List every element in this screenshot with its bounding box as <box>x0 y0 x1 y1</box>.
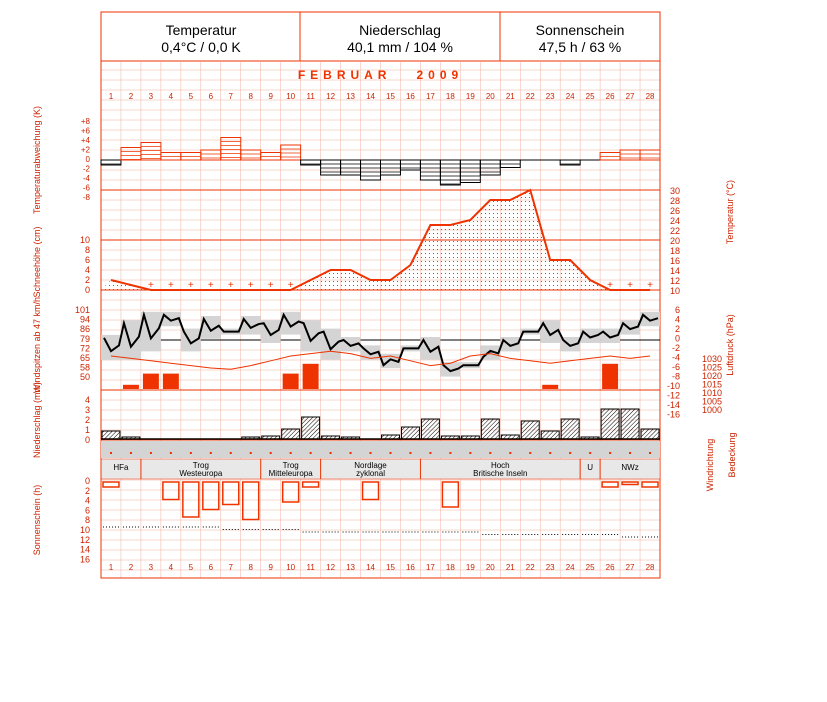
temp-deviation-bar <box>480 160 500 175</box>
header-sunshine-title: Sonnenschein <box>535 22 625 38</box>
snow-zero-marker: + <box>187 280 194 291</box>
temp-deviation-bar <box>460 160 480 183</box>
snow-zero-marker: + <box>227 280 234 291</box>
day-label-bottom: 14 <box>366 563 375 572</box>
temp-deviation-tick: +4 <box>80 136 90 145</box>
temp-deviation-tick: +8 <box>80 117 90 126</box>
day-label-bottom: 15 <box>386 563 395 572</box>
air-temp-tick: 22 <box>669 226 680 236</box>
temp-deviation-bar <box>121 148 141 161</box>
day-label-bottom: 13 <box>346 563 356 572</box>
snow-zero-marker: + <box>607 280 614 291</box>
sunshine-bar <box>442 482 458 507</box>
weather-type-label: Nordlage <box>354 461 387 470</box>
day-label-top: 1 <box>108 92 114 101</box>
day-label-top: 25 <box>585 92 595 101</box>
day-label-bottom: 1 <box>108 563 114 572</box>
snow-zero-marker: + <box>267 280 274 291</box>
sunshine-tick: 4 <box>84 495 90 506</box>
weather-type-label: Mitteleuropa <box>268 469 313 478</box>
day-label-top: 3 <box>148 92 154 101</box>
weather-type-label: Trog <box>192 461 209 470</box>
temp-deviation-tick: -2 <box>82 164 90 174</box>
day-label-top: 4 <box>168 92 174 101</box>
day-label-bottom: 11 <box>306 563 315 572</box>
weather-type-label: U <box>587 463 594 472</box>
day-label-bottom: 20 <box>485 563 495 572</box>
precip-axis-label: Niederschlag (mm) <box>32 381 42 459</box>
temp-deviation-bar <box>341 160 361 175</box>
precip-tick: 4 <box>84 395 90 405</box>
wind-marker <box>569 452 571 454</box>
sunshine-bar <box>183 482 199 517</box>
precip-tick: 3 <box>84 405 90 415</box>
sunshine-tick: 0 <box>84 476 90 486</box>
sunshine-bar <box>283 482 299 502</box>
day-label-bottom: 17 <box>425 563 435 572</box>
day-label-top: 13 <box>346 92 356 101</box>
weather-type-label: HFa <box>113 463 129 472</box>
header-precipitation-value: 40,1 mm / 104 % <box>347 39 453 55</box>
weather-type-label: Westeuropa <box>179 469 223 478</box>
sunshine-tick: 14 <box>79 544 90 555</box>
sunshine-tick: 8 <box>84 515 90 526</box>
temp-deviation-tick: +2 <box>80 145 90 155</box>
wind-marker <box>370 452 372 454</box>
day-label-bottom: 4 <box>168 563 174 572</box>
temp-extreme-tick: 2 <box>674 324 680 334</box>
sunshine-tick: 6 <box>84 505 90 516</box>
temp-deviation-bar <box>201 150 221 160</box>
air-temp-tick: 24 <box>669 216 680 226</box>
precip-bar <box>561 419 579 439</box>
wind-marker <box>170 452 172 454</box>
pressure-axis-label: Luftdruck (hPa) <box>725 314 735 376</box>
temp-deviation-axis-label: Temperaturabweichung (K) <box>32 105 42 215</box>
snow-zero-marker: + <box>167 280 174 291</box>
day-label-bottom: 2 <box>128 563 134 572</box>
sunshine-bar <box>223 482 239 505</box>
snow-zero-marker: + <box>147 280 154 291</box>
header-sunshine-value: 47,5 h / 63 % <box>538 39 622 55</box>
gust-bar <box>163 374 179 389</box>
precip-tick: 1 <box>84 425 90 435</box>
day-label-bottom: 3 <box>148 563 154 572</box>
day-label-bottom: 16 <box>405 563 415 572</box>
wind-marker <box>330 452 332 454</box>
header-temperature-title: Temperatur <box>165 22 237 38</box>
temp-deviation-tick: +6 <box>80 126 90 136</box>
snow-zero-marker: + <box>207 280 214 291</box>
sunshine-tick: 16 <box>79 554 90 565</box>
precip-bar <box>641 429 659 439</box>
day-label-top: 19 <box>465 92 475 101</box>
wind-marker <box>270 452 272 454</box>
air-temp-tick: 12 <box>669 276 680 286</box>
temp-extreme-tick: -16 <box>666 409 680 420</box>
wind-marker <box>389 452 391 454</box>
temp-extreme-tick: -2 <box>671 343 680 353</box>
sunshine-bar <box>602 482 618 487</box>
day-label-bottom: 5 <box>188 563 194 572</box>
wind-marker <box>629 452 631 454</box>
air-temp-tick: 14 <box>669 266 680 276</box>
temp-extreme-tick: -6 <box>671 362 680 372</box>
sunshine-bar <box>642 482 658 487</box>
sunshine-tick: 12 <box>79 534 90 545</box>
month-title: FEBRUAR 2009 <box>297 68 464 82</box>
cloud-strip <box>101 441 660 458</box>
air-temp-tick: 26 <box>669 206 680 216</box>
precip-bar <box>421 419 439 439</box>
day-label-top: 12 <box>326 92 336 101</box>
header-temperature-value: 0,4°C / 0,0 K <box>161 39 241 55</box>
day-label-bottom: 9 <box>268 563 273 572</box>
weather-type-label: Trog <box>282 461 299 470</box>
wind-marker <box>110 452 112 454</box>
sunshine-axis-label: Sonnenschein (h) <box>32 484 42 556</box>
precip-bar <box>621 409 639 439</box>
day-label-bottom: 7 <box>228 563 233 572</box>
temp-extreme-tick: 6 <box>674 305 680 315</box>
temp-deviation-bar <box>620 150 640 160</box>
wind-marker <box>310 452 312 454</box>
wind-marker <box>649 452 651 454</box>
temp-extreme-tick: -4 <box>671 352 680 363</box>
day-label-top: 18 <box>445 92 455 101</box>
snow-zero-marker: + <box>287 280 294 291</box>
wind-tick: 58 <box>79 362 90 373</box>
wind-marker <box>190 452 192 454</box>
precip-bar <box>282 429 300 439</box>
day-label-top: 15 <box>386 92 395 101</box>
temp-deviation-bar <box>221 138 241 161</box>
pressure-tick: 1015 <box>701 379 722 390</box>
snow-axis-label: Schneehöhe (cm) <box>32 226 42 298</box>
air-temp-tick: 30 <box>669 186 680 196</box>
wind-tick: 79 <box>79 333 90 344</box>
day-label-top: 7 <box>228 92 233 101</box>
wind-marker <box>449 452 451 454</box>
temp-extreme-tick: 0 <box>674 333 680 344</box>
day-label-top: 28 <box>645 92 655 101</box>
day-label-top: 17 <box>425 92 435 101</box>
wind-direction-label: Windrichtung <box>705 438 715 492</box>
sunshine-bar <box>363 482 379 500</box>
wind-marker <box>609 452 611 454</box>
sunshine-bar <box>203 482 219 510</box>
wind-tick: 72 <box>79 343 90 354</box>
snow-tick: 0 <box>84 285 90 295</box>
snow-zero-marker: + <box>627 280 633 291</box>
gust-bar <box>123 385 139 389</box>
wind-marker <box>150 452 152 454</box>
temp-deviation-bar <box>241 150 261 160</box>
day-label-bottom: 23 <box>545 563 555 572</box>
snow-zero-marker: + <box>647 280 653 291</box>
wind-tick: 65 <box>79 353 90 363</box>
weather-type-label: Hoch <box>490 461 510 470</box>
weather-type-label: zyklonal <box>356 469 385 478</box>
header-precipitation-title: Niederschlag <box>359 22 441 38</box>
temp-extreme-tick: -10 <box>666 381 680 391</box>
sunshine-bar <box>622 482 638 485</box>
snow-tick: 4 <box>84 265 90 275</box>
pressure-tick: 1025 <box>701 362 722 373</box>
temp-deviation-tick: -6 <box>82 183 90 193</box>
day-label-bottom: 21 <box>505 563 515 572</box>
day-label-bottom: 6 <box>208 563 214 572</box>
precip-bar <box>481 419 499 439</box>
wind-marker <box>250 452 252 454</box>
temp-extreme-tick: -12 <box>666 390 680 401</box>
temp-extreme-tick: -14 <box>666 400 680 410</box>
temp-deviation-bar <box>141 143 161 161</box>
gust-bar <box>602 364 618 389</box>
sunshine-bar <box>163 482 179 500</box>
day-label-top: 20 <box>485 92 495 101</box>
temp-deviation-bar <box>400 160 420 170</box>
pressure-tick: 1000 <box>701 405 722 415</box>
day-label-top: 23 <box>545 92 555 101</box>
temp-deviation-tick: -4 <box>82 174 90 183</box>
temp-deviation-tick: -8 <box>82 193 90 202</box>
day-label-top: 10 <box>286 92 296 101</box>
weather-type-label: Britische Inseln <box>473 469 528 478</box>
air-temp-tick: 28 <box>669 196 680 206</box>
day-label-top: 6 <box>208 92 214 101</box>
day-label-bottom: 25 <box>585 563 595 572</box>
day-label-bottom: 12 <box>326 563 336 572</box>
day-label-top: 14 <box>366 92 375 101</box>
snow-tick: 6 <box>84 255 90 265</box>
weather-type-label: NWz <box>621 463 639 472</box>
day-label-top: 11 <box>306 92 315 101</box>
wind-tick: 50 <box>79 372 90 383</box>
wind-marker <box>509 452 511 454</box>
wind-marker <box>350 452 352 454</box>
day-label-bottom: 27 <box>625 563 635 572</box>
wind-marker <box>529 452 531 454</box>
day-label-top: 21 <box>505 92 515 101</box>
precip-bar <box>521 421 539 439</box>
day-label-top: 27 <box>625 92 635 101</box>
day-label-top: 26 <box>605 92 615 101</box>
precip-bar <box>541 431 559 439</box>
wind-marker <box>409 452 411 454</box>
air-temp-axis-label: Temperatur (°C) <box>725 179 735 245</box>
gust-bar <box>303 364 319 389</box>
snow-tick: 10 <box>79 235 90 245</box>
temp-deviation-bar <box>640 150 660 160</box>
air-temp-tick: 18 <box>669 246 680 256</box>
wind-tick: 101 <box>74 305 90 315</box>
pressure-tick: 1030 <box>701 354 722 364</box>
temp-extreme-tick: 4 <box>674 314 680 325</box>
wind-marker <box>230 452 232 454</box>
cloud-cover-label: Bedeckung <box>727 432 737 478</box>
air-temp-tick: 10 <box>669 286 680 296</box>
gust-bar <box>283 374 299 389</box>
sunshine-bar <box>243 482 259 520</box>
day-label-bottom: 19 <box>465 563 475 572</box>
wind-marker <box>589 452 591 454</box>
sunshine-bar <box>303 482 319 487</box>
sunshine-tick: 10 <box>79 525 90 535</box>
sunshine-bar <box>103 482 119 487</box>
day-label-bottom: 28 <box>645 563 655 572</box>
wind-marker <box>549 452 551 454</box>
day-label-top: 22 <box>525 92 535 101</box>
temp-deviation-bar <box>321 160 341 175</box>
precip-bar <box>102 431 120 439</box>
day-label-top: 8 <box>248 92 253 101</box>
precip-bar <box>601 409 619 439</box>
day-label-bottom: 18 <box>445 563 455 572</box>
pressure-tick: 1005 <box>701 396 722 407</box>
gust-bar <box>542 385 558 389</box>
wind-marker <box>290 452 292 454</box>
day-label-bottom: 8 <box>248 563 253 572</box>
gust-bar <box>143 374 159 389</box>
temp-deviation-bar <box>381 160 401 175</box>
day-label-top: 5 <box>188 92 194 101</box>
day-label-top: 16 <box>405 92 415 101</box>
wind-marker <box>429 452 431 454</box>
sunshine-tick: 2 <box>84 485 90 496</box>
temp-deviation-bar <box>281 145 301 160</box>
precip-bar <box>302 417 320 439</box>
wind-axis-label: Windspitzen ab 47 km/h <box>32 296 42 394</box>
day-label-bottom: 24 <box>565 563 575 572</box>
wind-tick: 94 <box>79 314 90 325</box>
wind-marker <box>210 452 212 454</box>
wind-marker <box>130 452 132 454</box>
day-label-top: 9 <box>268 92 273 101</box>
wind-marker <box>469 452 471 454</box>
snow-tick: 2 <box>84 275 90 285</box>
wind-tick: 86 <box>79 324 90 335</box>
wind-marker <box>489 452 491 454</box>
precip-bar <box>401 427 419 439</box>
precip-tick: 0 <box>84 435 90 445</box>
day-label-top: 24 <box>565 92 575 101</box>
snow-zero-marker: + <box>247 280 254 291</box>
precip-tick: 2 <box>84 415 90 425</box>
air-temp-tick: 20 <box>669 236 680 246</box>
temp-deviation-tick: 0 <box>85 155 90 164</box>
pressure-tick: 1010 <box>701 388 722 398</box>
temp-extreme-tick: -8 <box>671 371 680 382</box>
pressure-tick: 1020 <box>701 371 722 381</box>
day-label-bottom: 22 <box>525 563 535 572</box>
day-label-bottom: 26 <box>605 563 615 572</box>
day-label-bottom: 10 <box>286 563 296 572</box>
snow-tick: 8 <box>84 245 90 255</box>
day-label-top: 2 <box>128 92 134 101</box>
air-temp-tick: 16 <box>669 256 680 266</box>
